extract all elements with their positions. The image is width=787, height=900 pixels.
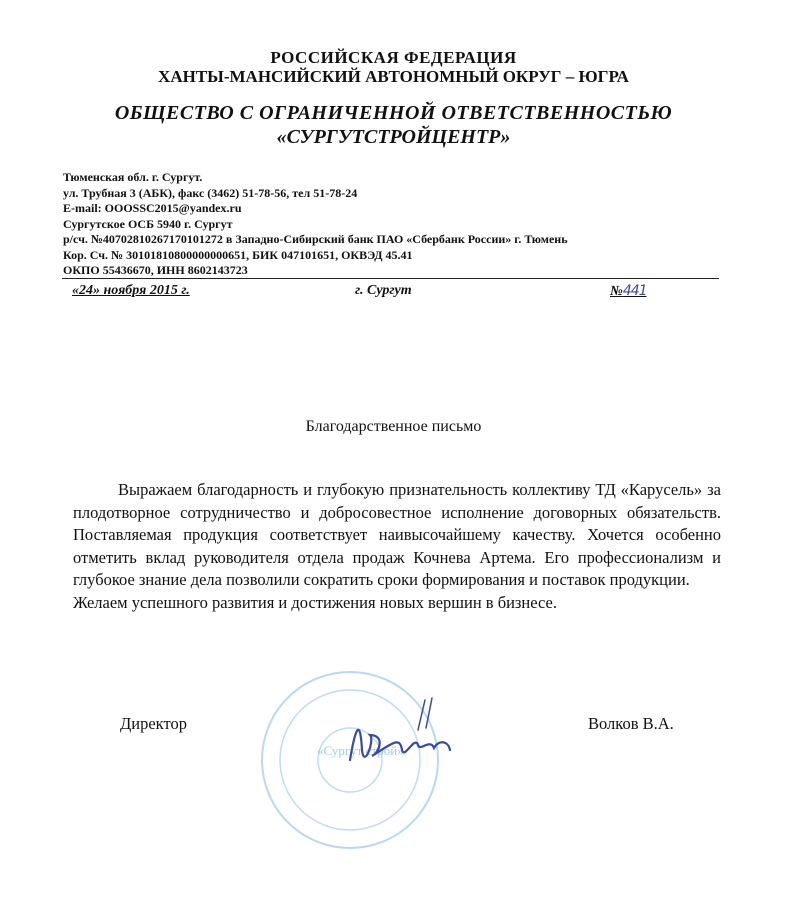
letter-number-prefix: № xyxy=(610,284,623,299)
contact-address: Тюменская обл. г. Сургут. xyxy=(63,170,203,184)
signatory-role: Директор xyxy=(120,714,187,733)
contact-email: E-mail: OOOSSC2015@yandex.ru xyxy=(63,201,242,215)
letter-city: г. Сургут xyxy=(355,283,412,298)
letter-number xyxy=(610,283,647,300)
letter-title: Благодарственное письмо xyxy=(305,418,482,435)
letter-date: «24» ноября 2015 г. xyxy=(72,283,190,298)
letter-body xyxy=(73,479,721,614)
header-region: ХАНТЫ-МАНСИЙСКИЙ АВТОНОМНЫЙ ОКРУГ – ЮГРА xyxy=(158,67,629,86)
signatory-name: Волков В.А. xyxy=(588,714,674,733)
contact-okpo-inn: ОКПО 55436670, ИНН 8602143723 xyxy=(63,263,248,277)
header-country: РОССИЙСКАЯ ФЕДЕРАЦИЯ xyxy=(270,48,517,67)
contact-account: р/сч. №40702810267170101272 в Западно-Сибирский банк ПАО «Сбербанк России» г. Тюмень xyxy=(63,232,568,246)
body-closing-paragraph: Желаем успешного развития и достижения новых вершин в бизнесе. xyxy=(73,592,557,612)
stamp-text: «Сургут строй» xyxy=(317,743,404,758)
contact-bank-branch: Сургутское ОСБ 5940 г. Сургут xyxy=(63,216,233,231)
contact-details xyxy=(63,170,568,279)
contact-street-phone: ул. Трубная 3 (АБК), факс (3462) 51-78-56, тел 51-78-24 xyxy=(63,185,358,200)
body-paragraph: Выражаем благодарность и глубокую признательность коллективу ТД «Карусель» за плодотворное сотрудничество и добросовестное исполнение договорных обязательств. Поставляемая продукция соответствует наивысочайшему качеству. Хочется особенно отметить вклад руководителя отдела продаж Кочнева Артема. Его профессионализм и глубокое знание дела позволили сократить сроки формирования и поставок продукции. xyxy=(73,480,721,589)
company-name-line1: ОБЩЕСТВО С ОГРАНИЧЕННОЙ ОТВЕТСТВЕННОСТЬЮ xyxy=(114,102,673,124)
handwritten-signature xyxy=(330,690,470,780)
company-name-line2: «СУРГУТСТРОЙЦЕНТР» xyxy=(276,126,511,148)
letter-number-handwritten: 441 xyxy=(622,283,647,299)
contact-correspondent-account: Кор. Сч. № 30101810800000000651, БИК 047101651, ОКВЭД 45.41 xyxy=(63,247,413,262)
header-divider xyxy=(62,278,719,279)
